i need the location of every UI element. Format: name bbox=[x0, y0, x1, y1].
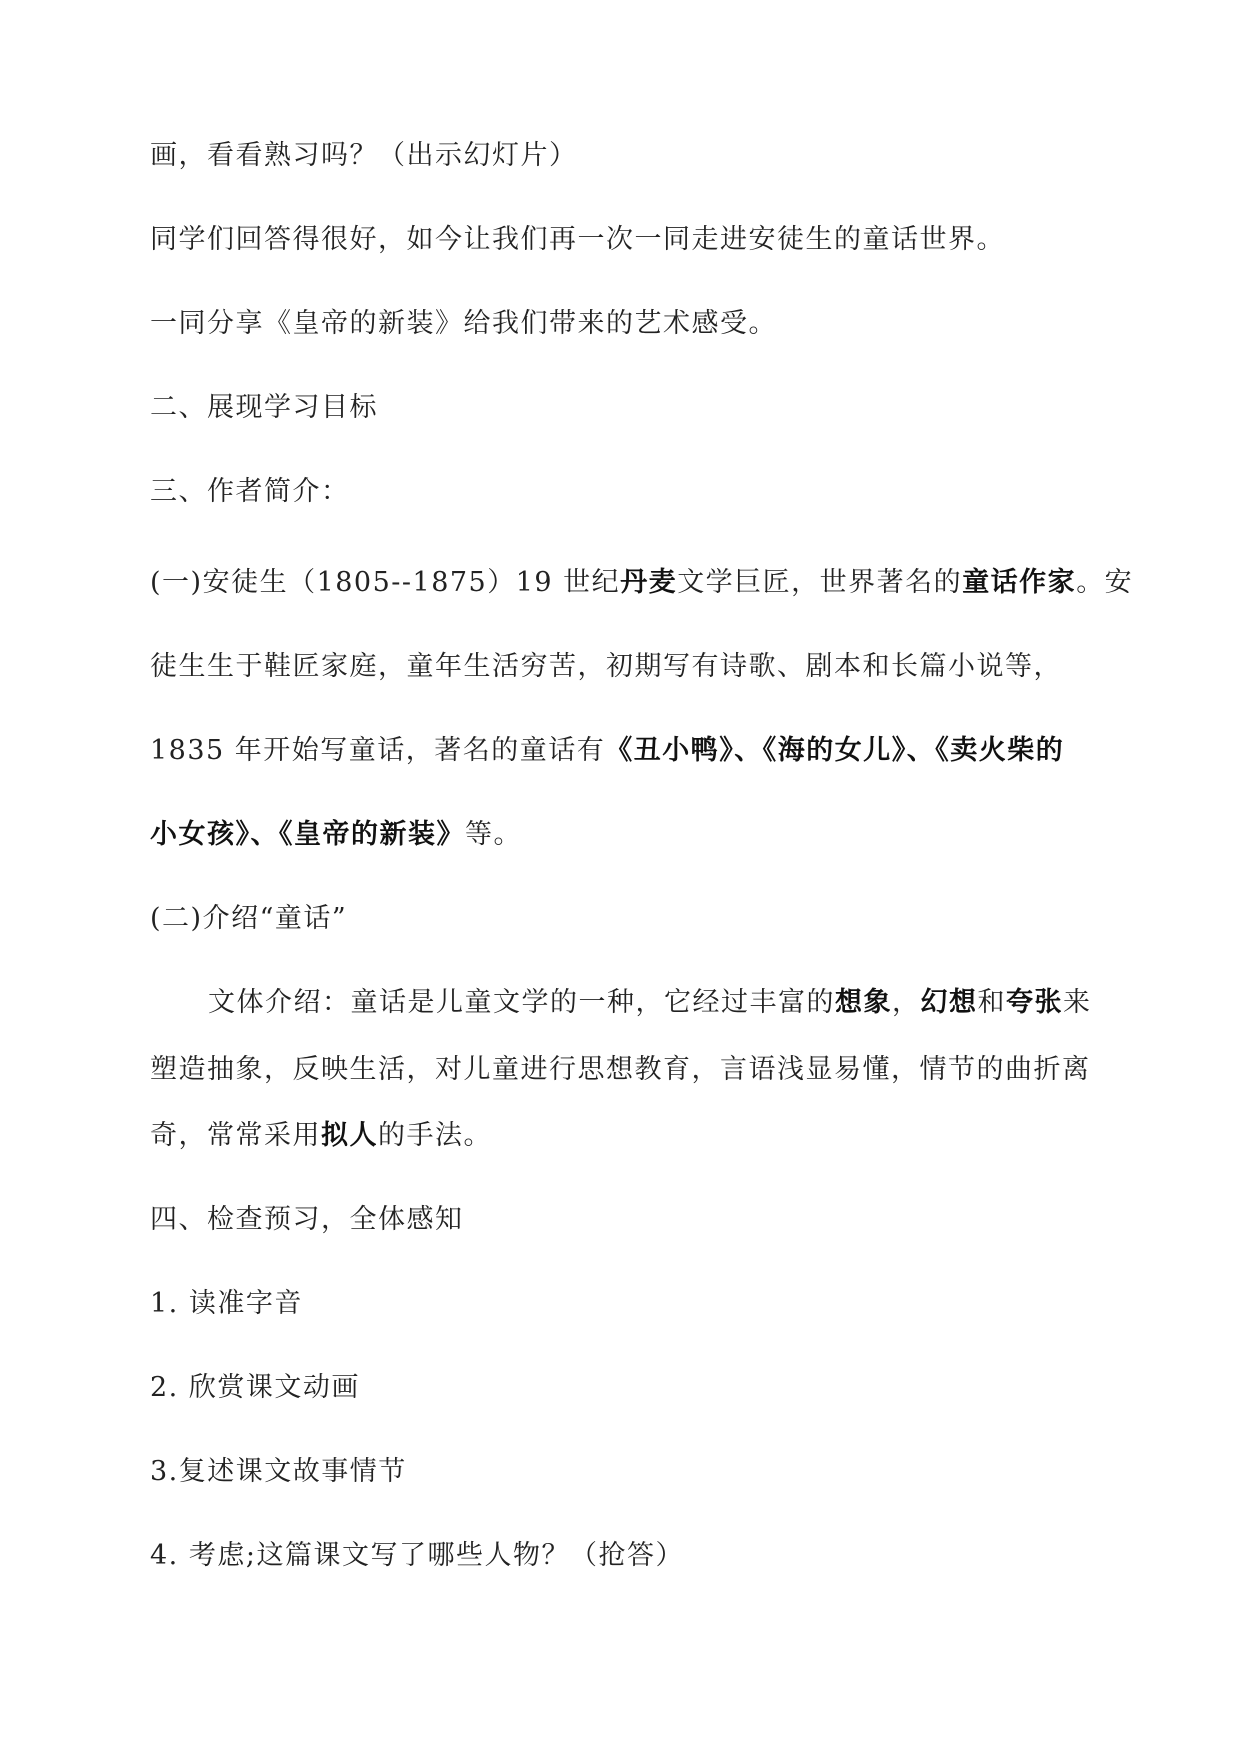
text-segment: 四、检查预习，全体感知 bbox=[150, 1204, 464, 1235]
text-segment: 三、作者简介： bbox=[150, 476, 350, 507]
text-segment: 二、展现学习目标 bbox=[150, 392, 378, 423]
author-intro-line-2 bbox=[150, 650, 1140, 684]
text-line-1 bbox=[150, 139, 1140, 173]
text-segment: 等。 bbox=[465, 819, 522, 850]
emphasis-text: 夸张 bbox=[1006, 987, 1063, 1018]
text-segment: ， bbox=[892, 987, 921, 1018]
text-segment: 塑造抽象，反映生活，对儿童进行思想教育，言语浅显易懂，情节的曲折离 bbox=[150, 1054, 1091, 1085]
text-segment: 4. 考虑;这篇课文写了哪些人物？（抢答） bbox=[150, 1540, 684, 1571]
text-segment: 文学巨匠，世界著名的 bbox=[677, 567, 963, 598]
text-segment: 1. 读准字音 bbox=[150, 1288, 303, 1319]
emphasis-text: 小女孩》、《皇帝的新装》 bbox=[150, 819, 465, 850]
list-item-2 bbox=[150, 1371, 1140, 1405]
genre-intro-line-3 bbox=[150, 1119, 1140, 1153]
author-intro-line-3 bbox=[150, 734, 1140, 768]
text-segment: 奇，常常采用 bbox=[150, 1120, 321, 1151]
text-segment: 徒生生于鞋匠家庭，童年生活穷苦，初期写有诗歌、剧本和长篇小说等， bbox=[150, 651, 1062, 682]
emphasis-text: 幻想 bbox=[920, 987, 978, 1018]
list-item-1 bbox=[150, 1287, 1140, 1321]
text-segment: (二)介绍“童话” bbox=[150, 903, 348, 934]
text-segment: 的手法。 bbox=[378, 1120, 492, 1151]
text-segment: 。安 bbox=[1076, 567, 1134, 598]
section-heading-2 bbox=[150, 391, 1140, 425]
section-heading-4 bbox=[150, 1203, 1140, 1237]
text-segment: 一同分享《皇帝的新装》给我们带来的艺术感受。 bbox=[150, 308, 777, 339]
author-intro-line-1 bbox=[150, 566, 1140, 600]
genre-intro-line-1 bbox=[208, 986, 1140, 1020]
text-segment: 来 bbox=[1063, 987, 1092, 1018]
emphasis-text: 丹麦 bbox=[620, 567, 678, 598]
list-item-4 bbox=[150, 1539, 1140, 1573]
text-segment: 同学们回答得很好，如今让我们再一次一同走进安徒生的童话世界。 bbox=[150, 224, 1005, 255]
emphasis-text: 想象 bbox=[835, 987, 892, 1018]
author-intro-line-4 bbox=[150, 818, 1140, 852]
text-segment: 和 bbox=[977, 987, 1006, 1018]
text-segment: (一)安徒生（1805--1875）19 世纪 bbox=[150, 567, 621, 598]
emphasis-text: 童话作家 bbox=[962, 567, 1077, 598]
emphasis-text: 拟人 bbox=[321, 1120, 378, 1151]
fairy-tale-heading bbox=[150, 902, 1140, 936]
text-segment: 画，看看熟习吗？（出示幻灯片） bbox=[150, 140, 578, 171]
emphasis-text: 《丑小鸭》、《海的女儿》、《卖火柴的 bbox=[605, 735, 1065, 766]
section-heading-3 bbox=[150, 475, 1140, 509]
genre-intro-line-2 bbox=[150, 1053, 1140, 1087]
text-segment: 1835 年开始写童话，著名的童话有 bbox=[150, 735, 606, 766]
list-item-3 bbox=[150, 1455, 1140, 1489]
text-segment: 文体介绍：童话是儿童文学的一种，它经过丰富的 bbox=[208, 987, 835, 1018]
text-line-2 bbox=[150, 223, 1140, 257]
text-segment: 3.复述课文故事情节 bbox=[150, 1456, 407, 1487]
text-line-3 bbox=[150, 307, 1140, 341]
text-segment: 2. 欣赏课文动画 bbox=[150, 1372, 360, 1403]
